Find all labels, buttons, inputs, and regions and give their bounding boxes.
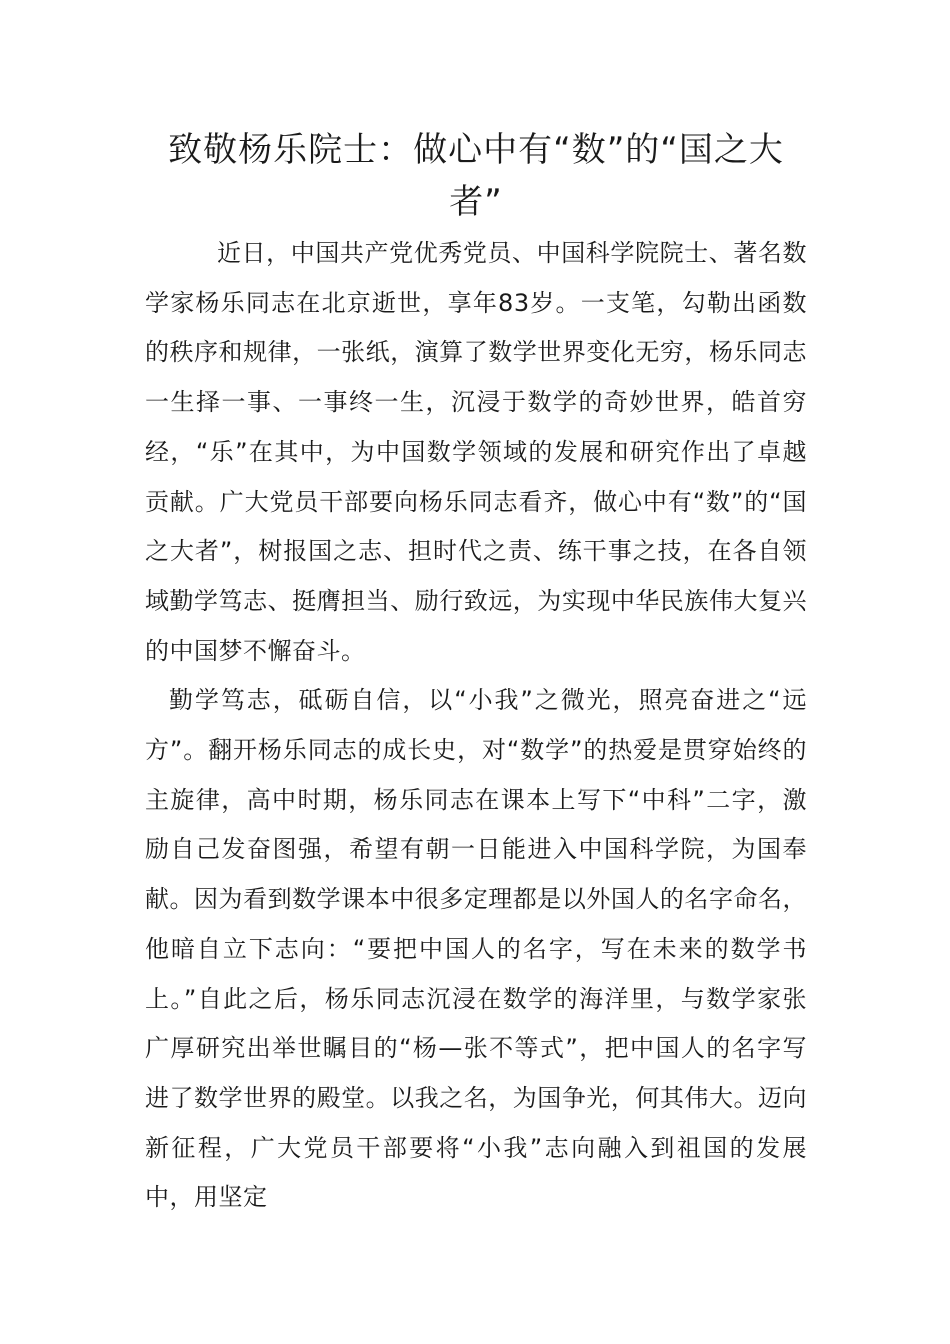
paragraph-2: 勤学笃志，砥砺自信，以“小我”之微光，照亮奋进之“远方”。翻开杨乐同志的成长史，对“数学”的热爱是贯穿始终的主旋律，高中时期，杨乐同志在课本上写下“中科”二字，激励自己发奋图强，希望有朝一日能进入中国科学院，为国奉献。因为看到数学课本中很多定理都是以外国人的名字命名，他暗自立下志向：“要把中国人的名字，写在未来的数学书上。”自此之后，杨乐同志沉浸在数学的海洋里，与数学家张广厚研究出举世瞩目的“杨—张不等式”，把中国人的名字写进了数学世界的殿堂。以我之名，为国争光，何其伟大。迈向新征程，广大党员干部要将“小我”志向融入到祖国的发展中，用坚定 [145, 686, 807, 1212]
paragraph-1: 近日，中国共产党优秀党员、中国科学院院士、著名数学家杨乐同志在北京逝世，享年83岁。一支笔，勾勒出函数的秩序和规律，一张纸，演算了数学世界变化无穷，杨乐同志一生择一事、一事终一生，沉浸于数学的奇妙世界，皓首穷经，“乐”在其中，为中国数学领域的发展和研究作出了卓越贡献。广大党员干部要向杨乐同志看齐，做心中有“数”的“国之大者”，树报国之志、担时代之责、练干事之技，在各自领域勤学笃志、挺膺担当、励行致远，为实现中华民族伟大复兴的中国梦不懈奋斗。 [145, 239, 807, 665]
document-title: 致敬杨乐院士：做心中有“数”的“国之大者” [168, 130, 784, 222]
document-body [145, 229, 807, 1223]
